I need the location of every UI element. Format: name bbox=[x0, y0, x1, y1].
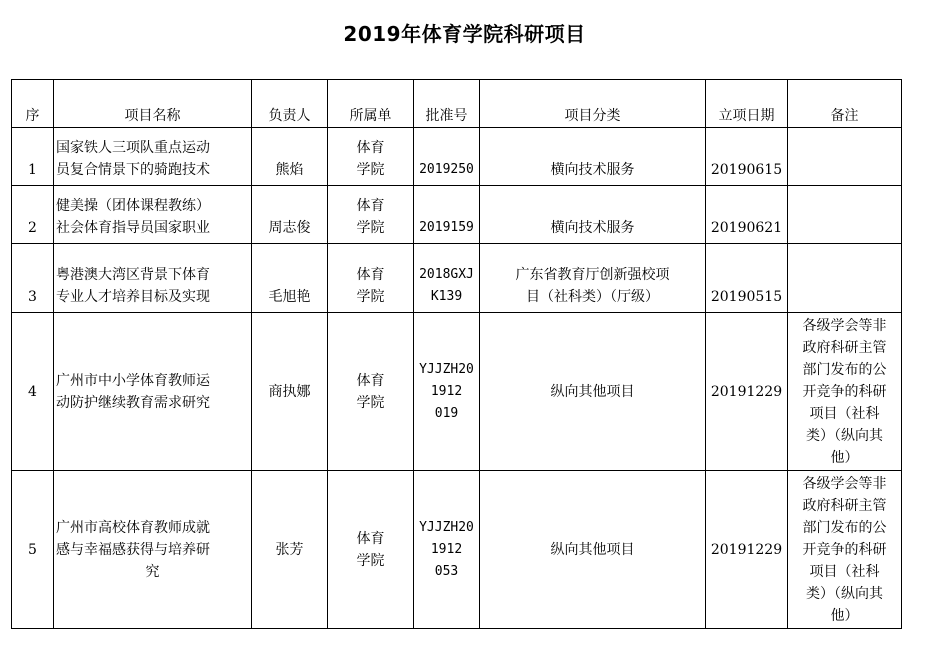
cell-remark-line: 类）（纵向其 bbox=[806, 428, 883, 444]
cell-name-line: 广州市高校体育教师成就 bbox=[56, 519, 210, 536]
header-date: 立项日期 bbox=[706, 80, 788, 128]
cell-remark-line: 各级学会等非 bbox=[802, 318, 887, 334]
cell-unit-line: 学院 bbox=[356, 394, 385, 411]
cell-unit-line: 体育 bbox=[356, 267, 385, 283]
cell-remark bbox=[788, 186, 902, 244]
cell-remark bbox=[788, 313, 902, 471]
cell-seq: 3 bbox=[12, 244, 54, 313]
cell-remark bbox=[788, 471, 902, 629]
cell-name bbox=[54, 244, 252, 313]
cell-category-line: 横向技术服务 bbox=[550, 220, 635, 236]
table-row bbox=[12, 313, 902, 471]
cell-approval bbox=[414, 471, 480, 629]
header-seq: 序 bbox=[12, 80, 54, 128]
cell-unit bbox=[328, 244, 414, 313]
cell-remark-line: 项目（社科 bbox=[809, 564, 880, 580]
cell-approval-line: 019 bbox=[434, 405, 459, 421]
cell-remark-line: 他） bbox=[830, 608, 859, 624]
cell-category bbox=[480, 313, 706, 471]
cell-leader: 周志俊 bbox=[252, 186, 328, 244]
cell-remark-line: 政府科研主管 bbox=[802, 340, 887, 356]
cell-approval bbox=[414, 313, 480, 471]
cell-remark-line: 部门发布的公 bbox=[802, 362, 887, 378]
cell-remark-line: 开竞争的科研 bbox=[802, 542, 887, 558]
table-row bbox=[12, 128, 902, 186]
cell-leader: 张芳 bbox=[252, 471, 328, 629]
projects-table bbox=[11, 79, 902, 629]
cell-category bbox=[480, 471, 706, 629]
cell-name-line: 动防护继续教育需求研究 bbox=[56, 394, 210, 411]
cell-leader: 熊焰 bbox=[252, 128, 328, 186]
header-remark: 备注 bbox=[788, 80, 902, 128]
cell-category-line: 纵向其他项目 bbox=[550, 541, 635, 558]
cell-date: 20190621 bbox=[706, 186, 788, 244]
cell-unit-line: 学院 bbox=[356, 552, 385, 569]
cell-seq: 2 bbox=[12, 186, 54, 244]
cell-name-line: 员复合情景下的骑跑技术 bbox=[56, 162, 210, 178]
cell-date: 20190515 bbox=[706, 244, 788, 313]
cell-approval bbox=[414, 244, 480, 313]
cell-unit-line: 学院 bbox=[356, 220, 385, 236]
cell-remark-line: 项目（社科 bbox=[809, 406, 880, 422]
cell-unit-line: 体育 bbox=[356, 140, 385, 156]
table-row bbox=[12, 186, 902, 244]
cell-approval bbox=[414, 128, 480, 186]
cell-unit-line: 体育 bbox=[356, 530, 385, 547]
cell-category bbox=[480, 186, 706, 244]
cell-category-line: 目（社科类）（厅级） bbox=[526, 289, 659, 305]
cell-category-line: 横向技术服务 bbox=[550, 162, 635, 178]
cell-seq: 4 bbox=[12, 313, 54, 471]
cell-approval-line: 1912 bbox=[430, 383, 463, 399]
cell-name bbox=[54, 313, 252, 471]
cell-name bbox=[54, 471, 252, 629]
cell-category-line: 纵向其他项目 bbox=[550, 383, 635, 400]
cell-approval-line: YJJZH20 bbox=[419, 361, 474, 377]
cell-name-line: 社会体育指导员国家职业 bbox=[56, 220, 210, 236]
table-row bbox=[12, 244, 902, 313]
cell-category-line: 广东省教育厅创新强校项 bbox=[515, 267, 670, 283]
cell-approval-line: 2018GXJ bbox=[419, 267, 474, 282]
cell-seq: 5 bbox=[12, 471, 54, 629]
header-category: 项目分类 bbox=[480, 80, 706, 128]
cell-remark-line: 他） bbox=[830, 450, 859, 466]
cell-approval-line: 2019159 bbox=[419, 220, 474, 235]
header-name: 项目名称 bbox=[54, 80, 252, 128]
cell-approval-line: 2019250 bbox=[419, 162, 474, 177]
cell-name bbox=[54, 128, 252, 186]
cell-category bbox=[480, 244, 706, 313]
cell-name-line: 专业人才培养目标及实现 bbox=[56, 289, 210, 305]
cell-remark-line: 类）（纵向其 bbox=[806, 586, 883, 602]
cell-seq: 1 bbox=[12, 128, 54, 186]
cell-date: 20191229 bbox=[706, 471, 788, 629]
cell-remark-line: 各级学会等非 bbox=[802, 476, 887, 492]
cell-leader: 商执娜 bbox=[252, 313, 328, 471]
cell-name-line: 感与幸福感获得与培养研 bbox=[56, 541, 210, 558]
cell-remark bbox=[788, 128, 902, 186]
cell-category bbox=[480, 128, 706, 186]
cell-unit-line: 体育 bbox=[356, 198, 385, 214]
cell-name-line: 广州市中小学体育教师运 bbox=[56, 372, 210, 389]
cell-approval-line: YJJZH20 bbox=[419, 519, 474, 535]
cell-name-line: 国家铁人三项队重点运动 bbox=[56, 140, 210, 156]
cell-leader: 毛旭艳 bbox=[252, 244, 328, 313]
header-unit: 所属单 bbox=[328, 80, 414, 128]
cell-unit-line: 学院 bbox=[356, 289, 385, 305]
cell-remark-line: 部门发布的公 bbox=[802, 520, 887, 536]
cell-name-line: 究 bbox=[145, 563, 160, 580]
cell-date: 20191229 bbox=[706, 313, 788, 471]
cell-unit bbox=[328, 471, 414, 629]
cell-unit bbox=[328, 186, 414, 244]
header-leader: 负责人 bbox=[252, 80, 328, 128]
table-row bbox=[12, 471, 902, 629]
cell-date: 20190615 bbox=[706, 128, 788, 186]
header-approval: 批准号 bbox=[414, 80, 480, 128]
cell-unit bbox=[328, 128, 414, 186]
header-row bbox=[12, 80, 902, 128]
cell-approval-line: K139 bbox=[430, 289, 463, 304]
cell-unit-line: 体育 bbox=[356, 372, 385, 389]
cell-name-line: 粤港澳大湾区背景下体育 bbox=[56, 267, 210, 283]
cell-unit bbox=[328, 313, 414, 471]
page-title: 2019年体育学院科研项目 bbox=[343, 22, 586, 46]
cell-name bbox=[54, 186, 252, 244]
cell-name-line: 健美操（团体课程教练） bbox=[56, 198, 210, 214]
cell-remark bbox=[788, 244, 902, 313]
cell-remark-line: 政府科研主管 bbox=[802, 498, 887, 514]
cell-remark-line: 开竞争的科研 bbox=[802, 384, 887, 400]
cell-approval-line: 053 bbox=[434, 563, 459, 579]
cell-approval-line: 1912 bbox=[430, 541, 463, 557]
cell-unit-line: 学院 bbox=[356, 162, 385, 178]
cell-approval bbox=[414, 186, 480, 244]
